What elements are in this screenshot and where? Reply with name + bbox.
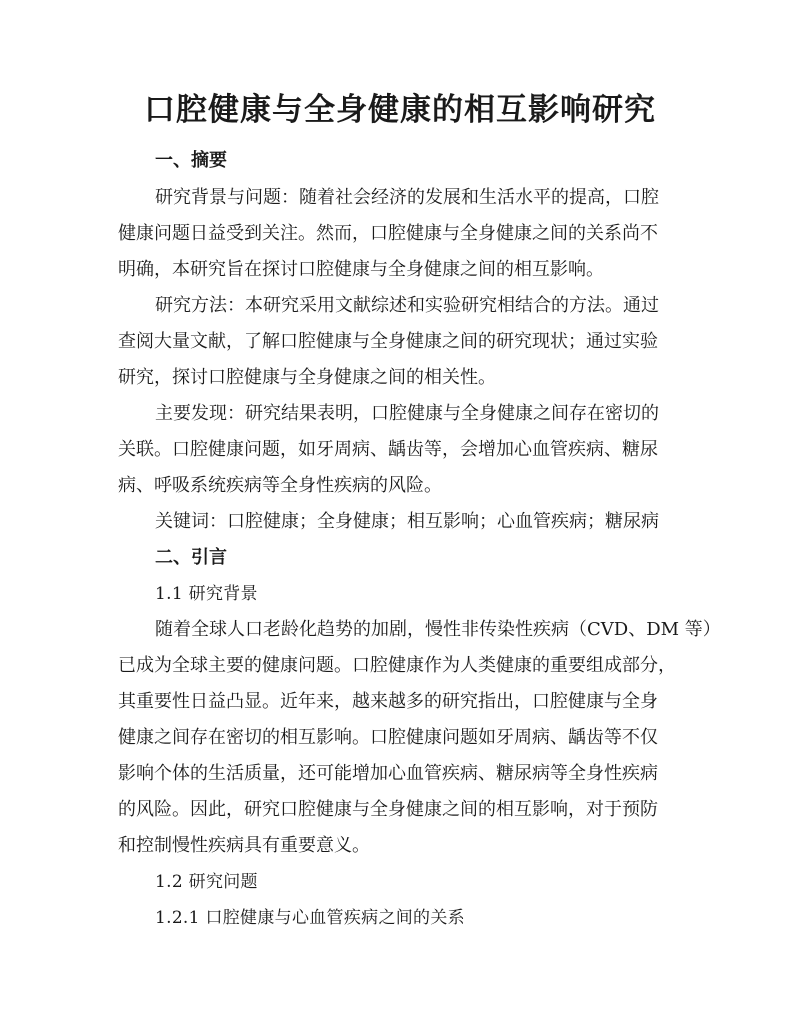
abstract-findings-line-2: 关联。口腔健康问题，如牙周病、龋齿等，会增加心血管疾病、糖尿 <box>118 439 658 460</box>
subsection-heading-1-1: 1.1 研究背景 <box>155 584 258 604</box>
background-paragraph-line-5: 影响个体的生活质量，还可能增加心血管疾病、糖尿病等全身性疾病 <box>118 763 658 784</box>
subsection-heading-1-2-1: 1.2.1 口腔健康与心血管疾病之间的关系 <box>155 908 465 928</box>
abstract-method-line-2: 查阅大量文献，了解口腔健康与全身健康之间的研究现状；通过实验 <box>118 331 658 352</box>
background-paragraph-line-6: 的风险。因此，研究口腔健康与全身健康之间的相互影响，对于预防 <box>118 799 658 820</box>
abstract-background-line-3: 明确，本研究旨在探讨口腔健康与全身健康之间的相互影响。 <box>118 259 604 280</box>
abstract-background-line-1: 研究背景与问题：随着社会经济的发展和生活水平的提高，口腔 <box>155 187 659 208</box>
abstract-background-line-2: 健康问题日益受到关注。然而，口腔健康与全身健康之间的关系尚不 <box>118 223 658 244</box>
background-paragraph-line-3: 其重要性日益凸显。近年来，越来越多的研究指出，口腔健康与全身 <box>118 691 658 712</box>
abstract-method-line-3: 研究，探讨口腔健康与全身健康之间的相关性。 <box>118 367 496 388</box>
background-paragraph-line-7: 和控制慢性疾病具有重要意义。 <box>118 835 370 856</box>
section-heading-abstract: 一、摘要 <box>155 150 227 171</box>
abstract-method-line-1: 研究方法：本研究采用文献综述和实验研究相结合的方法。通过 <box>155 295 659 316</box>
subsection-heading-1-2: 1.2 研究问题 <box>155 872 258 892</box>
document-title: 口腔健康与全身健康的相互影响研究 <box>144 92 656 128</box>
abstract-findings-line-1: 主要发现：研究结果表明，口腔健康与全身健康之间存在密切的 <box>155 403 659 424</box>
background-paragraph-line-2: 已成为全球主要的健康问题。口腔健康作为人类健康的重要组成部分， <box>118 655 676 676</box>
keywords-line: 关键词：口腔健康；全身健康；相互影响；心血管疾病；糖尿病 <box>155 511 659 532</box>
section-heading-introduction: 二、引言 <box>155 547 227 568</box>
background-paragraph-line-4: 健康之间存在密切的相互影响。口腔健康问题如牙周病、龋齿等不仅 <box>118 727 658 748</box>
background-paragraph-line-1: 随着全球人口老龄化趋势的加剧，慢性非传染性疾病（CVD、DM 等） <box>155 619 721 640</box>
abstract-findings-line-3: 病、呼吸系统疾病等全身性疾病的风险。 <box>118 475 442 496</box>
